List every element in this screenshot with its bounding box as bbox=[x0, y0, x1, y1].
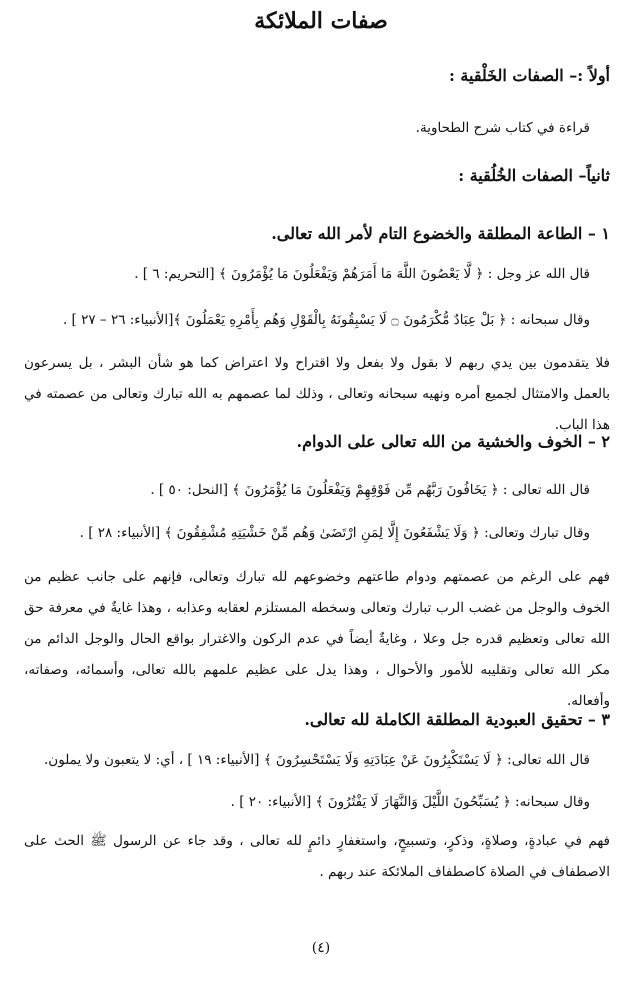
paragraph-1: فلا يتقدمون بين يدي ربهم لا بقول ولا بفعل ولا اقتراح ولا اعتراض كما هو شأن البشر ، بل يسرعون بالعمل والامتثال لجميع أمره ونهيه سبحانه وتعالى ، وذلك لما عصمهم به الله تبارك وتعالى من عصمته في هذا الباب. bbox=[24, 355, 610, 433]
page-title: صفات الملائكة bbox=[254, 8, 388, 34]
section-heading-moral: ثانياً– الصفات الخُلُقية : bbox=[458, 166, 610, 185]
verse-2a: قال الله تعالى : ﴿ يَخَافُونَ رَبَّهُم مِّن فَوْقِهِمْ وَيَفْعَلُونَ مَا يُؤْمَرُونَ ﴾ [النحل: ٥٠ ] . bbox=[150, 482, 590, 498]
item-heading-2: ٢ – الخوف والخشية من الله تعالى على الدوام. bbox=[296, 432, 610, 451]
page-number: (٤) bbox=[311, 940, 331, 956]
verse-1b: وقال سبحانه : ﴿ بَلْ عِبَادٌ مُّكْرَمُونَ ۝ لَا يَسْبِقُونَهُ بِالْقَوْلِ وَهُم بِأَمْرِهِ يَعْمَلُونَ ﴾[الأنبياء: ٢٦ – ٢٧ ] . bbox=[62, 312, 590, 328]
verse-3b: وقال سبحانه: ﴿ يُسَبِّحُونَ اللَّيْلَ وَالنَّهَارَ لَا يَفْتُرُونَ ﴾ [الأنبياء: ٢٠ ] . bbox=[230, 794, 590, 810]
verse-3a: قال الله تعالى: ﴿ لَا يَسْتَكْبِرُونَ عَنْ عِبَادَتِهِ وَلَا يَسْتَحْسِرُونَ ﴾ [الأنبياء: ١٩ ] ، أي: لا يتعبون ولا يملون. bbox=[44, 752, 590, 768]
verse-2b: وقال تبارك وتعالى: ﴿ وَلَا يَشْفَعُونَ إِلَّا لِمَنِ ارْتَضَىٰ وَهُم مِّنْ خَشْيَتِهِ مُشْفِقُونَ ﴾ [الأنبياء: ٢٨ ] . bbox=[79, 525, 590, 541]
section-text-physical: قراءة في كتاب شرح الطحاوية. bbox=[415, 120, 590, 136]
section-heading-physical: أولاً :– الصفات الخَلْقية : bbox=[448, 66, 610, 85]
paragraph-3: فهم في عبادةٍ، وصلاةٍ، وذكرٍ، وتسبيحٍ، واستغفارٍ دائمٍ لله تعالى ، وقد جاء عن الرسول ﷺ الحث على الاصطفاف في الصلاة كاصطفاف الملائكة عند ربهم . bbox=[24, 833, 610, 880]
item-heading-3: ٣ – تحقيق العبودية المطلقة الكاملة لله تعالى. bbox=[304, 710, 610, 729]
paragraph-2: فهم على الرغم من عصمتهم ودوام طاعتهم وخضوعهم لله تبارك وتعالى، فإنهم على جانب عظيم من الخوف والوجل من غضب الرب تبارك وتعالى وسخطه المستلزم لعقابه وعذابه ، وهذا غايةٌ في معرفة حق الله تعالى وتعظيم قدره جل وعلا ، وغايةٌ أيضاً في عدم الركون والاغترار بواقع الحال والوجل الدائم من مكر الله تعالى وتقليبه للأمور والأحوال ، وهذا يدل على عظيم علمهم بالله تعالى، وأسمائه، وصفاته، وأفعاله. bbox=[24, 569, 610, 709]
item-heading-1: ١ – الطاعة المطلقة والخضوع التام لأمر الله تعالى. bbox=[271, 224, 610, 243]
verse-1a: قال الله عز وجل : ﴿ لَّا يَعْصُونَ اللَّهَ مَا أَمَرَهُمْ وَيَفْعَلُونَ مَا يُؤْمَرُونَ ﴾ [التحريم: ٦ ] . bbox=[134, 266, 590, 282]
